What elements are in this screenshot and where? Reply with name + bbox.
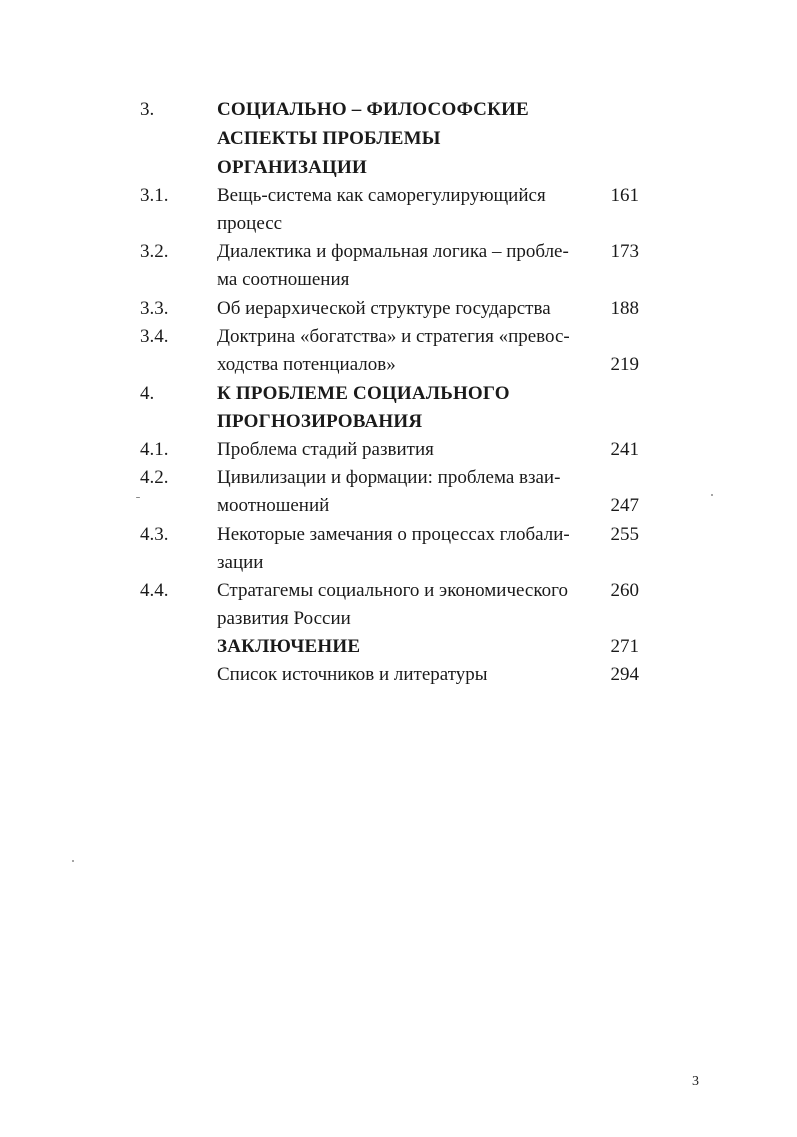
toc-number: 4. [140,383,155,404]
toc-entry-line: ма соотношения [217,269,350,290]
toc-page: 247 [610,495,639,516]
toc-number: 3.3. [140,298,169,319]
toc-page: 161 [610,185,639,206]
toc-entry-line: Список источников и литературы [217,664,488,685]
toc-entry-line: Вещь-система как саморегулирующийся [217,185,546,206]
toc-page: 241 [610,439,639,460]
toc-number: 3.4. [140,326,169,347]
toc-page: 294 [610,664,639,685]
toc-entry-line: Диалектика и формальная логика – пробле- [217,241,569,262]
toc-number: 3.2. [140,241,169,262]
toc-entry-line: процесс [217,213,283,234]
toc-entry-line: моотношений [217,495,330,516]
toc-page: 219 [610,354,639,375]
toc-heading-line: ЗАКЛЮЧЕНИЕ [217,636,361,657]
toc-entry-line: Проблема стадий развития [217,439,434,460]
toc-entry-line: развития России [217,608,351,629]
toc-entry-line: Доктрина «богатства» и стратегия «превос- [217,326,570,347]
toc-heading-line: ОРГАНИЗАЦИИ [217,157,367,178]
toc-number: 4.2. [140,467,169,488]
toc-heading-line: АСПЕКТЫ ПРОБЛЕМЫ [217,128,441,149]
toc-entry-line: Об иерархической структуре государства [217,298,551,319]
toc-number: 4.1. [140,439,169,460]
toc-entry-line: Цивилизации и формации: проблема взаи- [217,467,561,488]
toc-heading-line: СОЦИАЛЬНО – ФИЛОСОФСКИЕ [217,99,529,120]
toc-number: 3.1. [140,185,169,206]
toc-heading-line: ПРОГНОЗИРОВАНИЯ [217,411,423,432]
scan-speck [711,494,713,496]
toc-number: 3. [140,99,155,120]
toc-page: 173 [610,241,639,262]
toc-entry-line: ходства потенциалов» [217,354,396,375]
toc-entry-line: Стратагемы социального и экономического [217,580,568,601]
toc-page: 271 [610,636,639,657]
toc-entry-line: Некоторые замечания о процессах глобали- [217,524,570,545]
scan-speck [136,497,140,498]
toc-heading-line: К ПРОБЛЕМЕ СОЦИАЛЬНОГО [217,383,510,404]
scan-speck [72,860,74,862]
toc-page: 255 [610,524,639,545]
toc-page: 188 [610,298,639,319]
toc-number: 4.3. [140,524,169,545]
toc-entry-line: зации [217,552,264,573]
page-number: 3 [692,1074,699,1089]
toc-number: 4.4. [140,580,169,601]
toc-page: 260 [610,580,639,601]
